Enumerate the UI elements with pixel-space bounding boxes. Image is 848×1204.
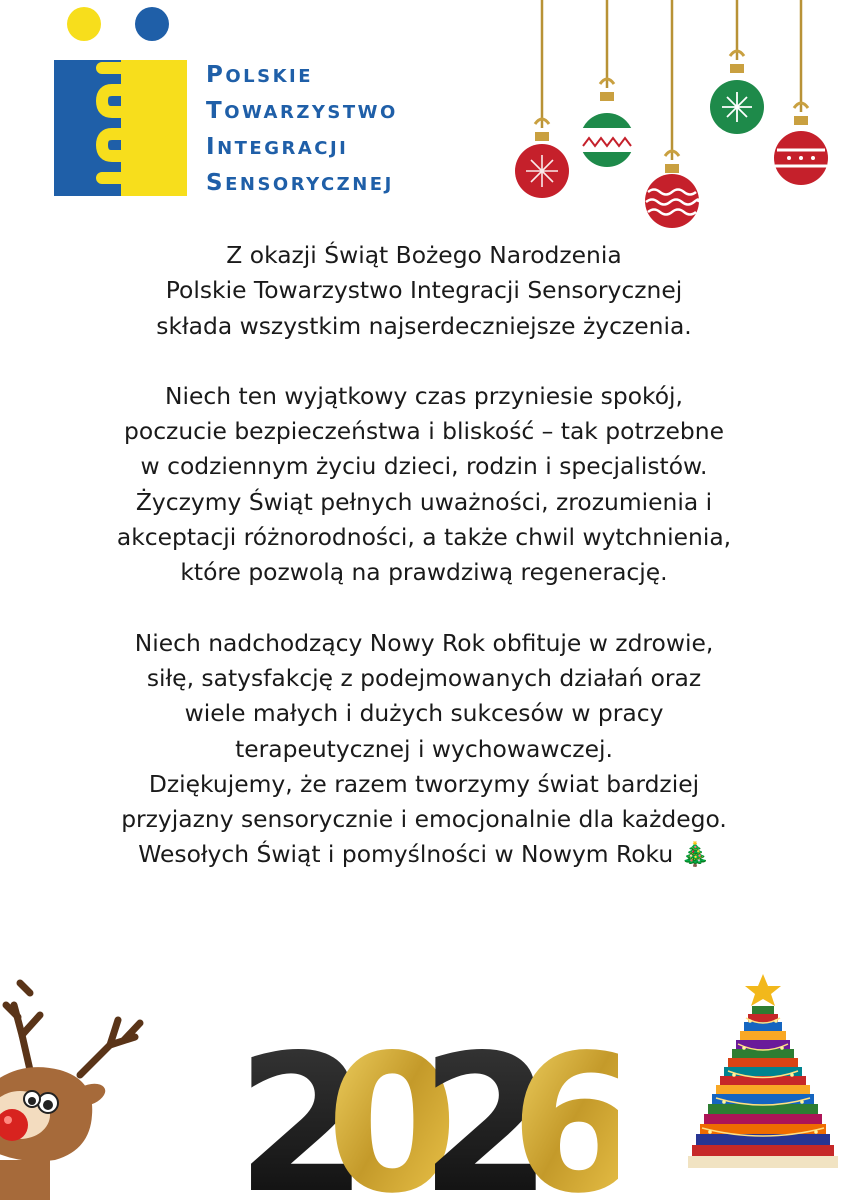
greeting-message [40,238,808,873]
reindeer-icon [0,975,150,1200]
christmas-baubles [505,0,835,235]
christmas-bauble-icon [710,0,764,134]
svg-text:6: 6 [510,1030,618,1200]
greeting-line: które pozwolą na prawdziwą regenerację. [180,558,668,587]
greeting-line: w codziennym życiu dzieci, rodzin i specjalistów. [140,452,708,481]
logo-wordmark [206,58,398,202]
christmas-bauble-icon [645,0,699,228]
greeting-line: Z okazji Świąt Bożego Narodzenia [226,241,622,269]
svg-text:2: 2 [238,1030,347,1200]
year-2026 [238,1030,618,1200]
greeting-line: wiele małych i dużych sukcesów w pracy [184,699,664,728]
christmas-bauble-icon [774,0,828,185]
greeting-line: Polskie Towarzystwo Integracji Sensorycznej [165,276,683,305]
logo-line-4: SENSORYCZNEJ [206,170,394,196]
book-christmas-tree-icon [684,972,842,1172]
greeting-line: siłę, satysfakcję z podejmowanych działań oraz [146,663,702,692]
christmas-bauble-icon [515,0,569,198]
ptis-logo [54,6,454,196]
svg-text:2: 2 [420,1030,531,1200]
logo-line-1: POLSKIE [206,62,314,88]
greeting-line: akceptacji różnorodności, a także chwil wytchnienia, [116,523,732,552]
greeting-line: Dziękujemy, że razem tworzymy świat bardziej [148,769,700,798]
christmas-bauble-icon [580,0,634,167]
greeting-line: Wesołych Świąt i pomyślności w Nowym Roku 🎄 [138,840,710,869]
ptis-logo-mark [54,6,189,196]
greeting-line: Niech nadchodzący Nowy Rok obfituje w zdrowie, [134,628,714,657]
greeting-line: przyjazny sensorycznie i emocjonalnie dla każdego. [121,805,727,834]
year-graphic [238,1030,618,1200]
greeting-line: Niech ten wyjątkowy czas przyniesie spokój, [165,381,683,410]
greeting-line: poczucie bezpieczeństwa i bliskość – tak potrzebne [124,417,724,446]
greeting-line: składa wszystkim najserdeczniejsze życzenia. [156,311,692,340]
greeting-line: Życzymy Świąt pełnych uważności, zrozumienia i [135,487,713,516]
logo-line-3: INTEGRACJI [206,134,349,160]
greeting-line: terapeutycznej i wychowawczej. [235,734,613,763]
svg-text:0: 0 [326,1030,437,1200]
logo-line-2: TOWARZYSTWO [206,98,398,124]
